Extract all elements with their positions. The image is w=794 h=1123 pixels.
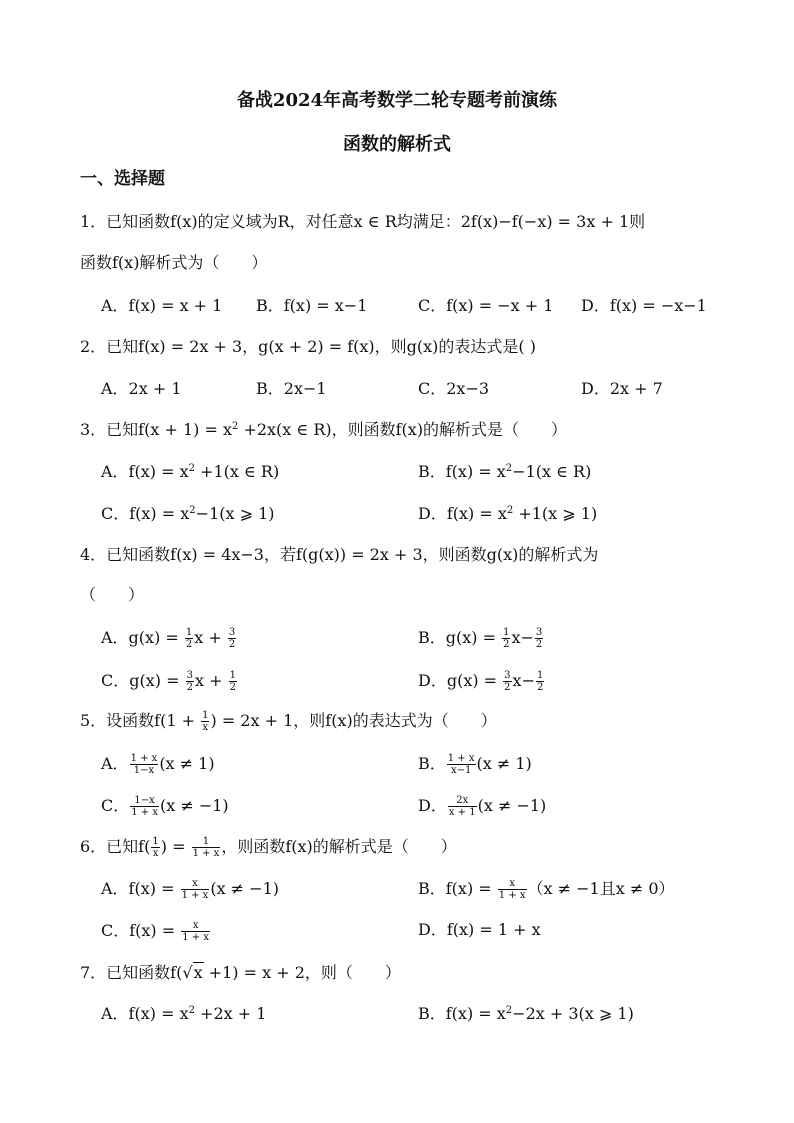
q4-option-b: B．g(x) = $\frac{1}{2}$ x− $\frac{3}{2}$ [418, 627, 543, 650]
q2-stem: 2．已知f(x) = 2x + 3，g(x + 2) = f(x)，则g(x)的表达式是( ) [80, 337, 536, 356]
q1-option-b: B．f(x) = x−1 [256, 296, 368, 315]
q5-option-b: B． $\frac{1 + x}{x-1}$ (x ≠ 1) [418, 753, 532, 776]
q4-option-a: A．g(x) = $\frac{1}{2}$ x + $\frac{3}{2}$ [101, 627, 236, 650]
q6-option-a: A．f(x) = $\frac{x}{1 + x}$ (x ≠ −1) [101, 878, 279, 901]
q3-option-c: C．$f(x) = x^2-1(x$ ⩾ 1) [101, 504, 275, 523]
q2-option-d: D．2x + 7 [581, 379, 663, 398]
q2-option-b: B．2x−1 [256, 379, 327, 398]
q3-option-d: D．$f(x) = x^2 +1(x$ ⩾ 1) [418, 504, 598, 523]
q6-stem: 6．已知f( $\frac{1}{x}$ ) = $\frac{1}{1 + x}$ ，则函数f(x)的解析式是（ ） [80, 836, 457, 859]
q7-option-a: A．$f(x) = x^2 +2x + 1$ [101, 1004, 267, 1023]
q7-stem: 7．已知函数f(√x +1) = x + 2，则（ ） [80, 963, 401, 982]
page-subtitle: 函数的解析式 [343, 134, 451, 155]
q2-option-c: C．2x−3 [418, 379, 490, 398]
q3-option-a: A．$f(x) = x^2 +1(x$ ∈ R) [101, 462, 280, 481]
sqrt-symbol: √x [182, 963, 203, 982]
q1-option-a: A．f(x) = x + 1 [101, 296, 223, 315]
q6-option-c: C．f(x) = $\frac{x}{1 + x}$ [101, 920, 210, 943]
q3-stem: 3．已知$f(x + 1) = x^2 +2x(x$ ∈ R)，则函数f(x)的解析式是（ ） [80, 420, 568, 439]
q5-option-d: D． $\frac{2x}{x + 1}$ (x ≠ −1) [418, 795, 547, 818]
q6-option-d: D．f(x) = 1 + x [418, 920, 541, 939]
q5-stem: 5．设函数f(1 + $\frac{1}{x}$ ) = 2x + 1，则f(x)的表达式为（ ） [80, 710, 497, 733]
q4-stem-line2: （ ） [80, 585, 145, 604]
q7-option-b: B．$f(x) = x^2-2x + 3(x$ ⩾ 1) [418, 1004, 634, 1023]
q5-option-c: C． $\frac{1-x}{1 + x}$ (x ≠ −1) [101, 795, 229, 818]
q1-option-d: D．f(x) = −x−1 [581, 296, 707, 315]
q5-option-a: A． $\frac{1 + x}{1-x}$ (x ≠ 1) [101, 753, 215, 776]
q3-option-b: B．$f(x) = x^2-1(x$ ∈ R) [418, 462, 592, 481]
q1-stem-line1: 1．已知函数f(x)的定义域为R，对任意x ∈ R均满足：2f(x)−f(−x) = 3x + 1则 [80, 212, 646, 231]
q4-option-d: D．g(x) = $\frac{3}{2}$ x− $\frac{1}{2}$ [418, 670, 544, 693]
q4-option-c: C．g(x) = $\frac{3}{2}$ x + $\frac{1}{2}$ [101, 670, 236, 693]
q1-stem-line2: 函数f(x)解析式为（ ） [80, 253, 268, 272]
q1-option-c: C．f(x) = −x + 1 [418, 296, 554, 315]
q4-stem-line1: 4．已知函数f(x) = 4x−3，若f(g(x)) = 2x + 3，则函数g(x)的解析式为 [80, 545, 599, 564]
page-title: 备战2024年高考数学二轮专题考前演练 [236, 90, 558, 111]
section-heading: 一、选择题 [80, 169, 165, 189]
q2-option-a: A．2x + 1 [101, 379, 182, 398]
q6-option-b: B．f(x) = $\frac{x}{1 + x}$ （x ≠ −1且x ≠ 0） [418, 878, 675, 901]
